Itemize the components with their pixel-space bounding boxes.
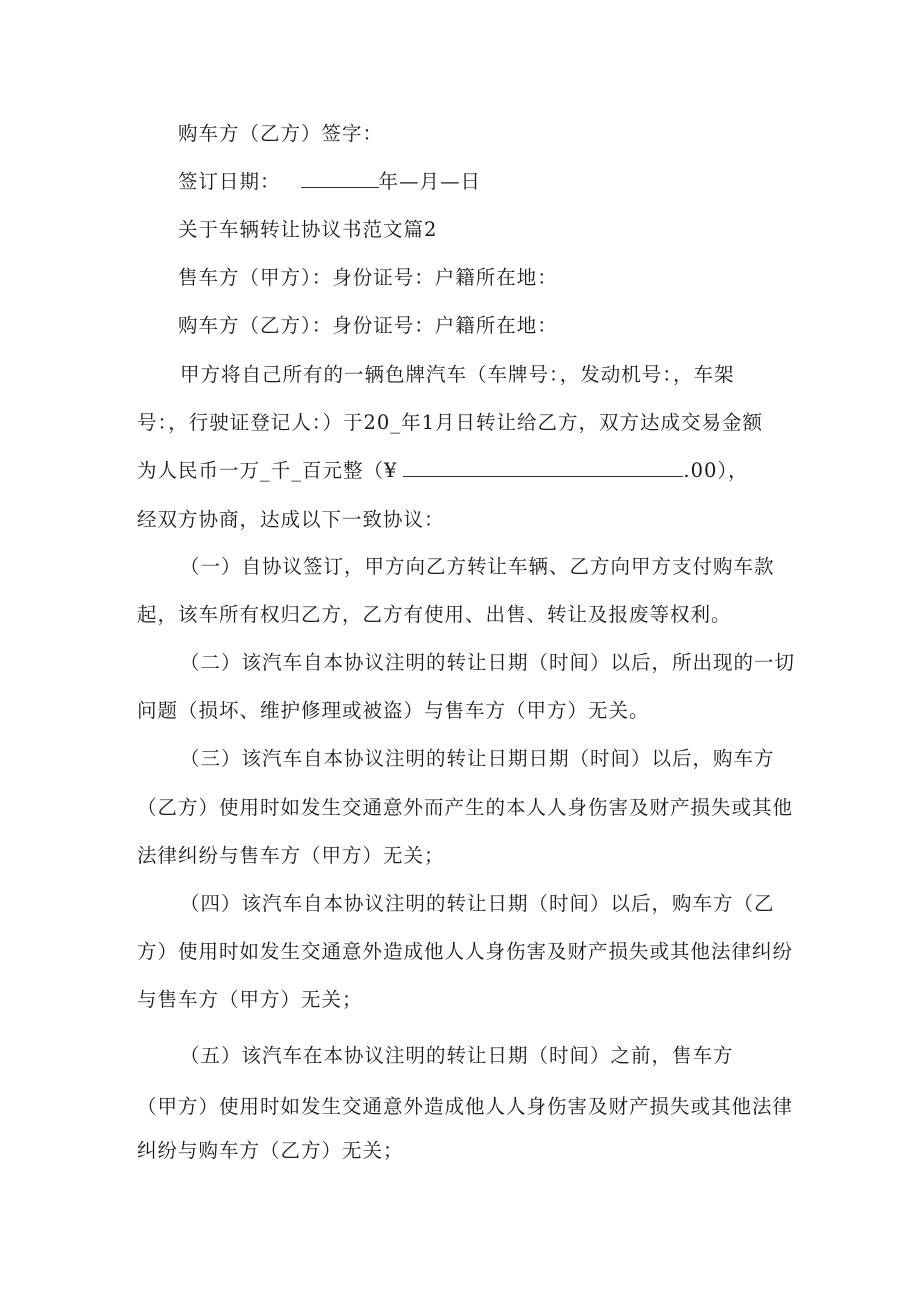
intro-amount-prefix: 为人民币一万_千_百元整（¥ <box>137 459 398 482</box>
clause-3-line-1: （三）该汽车自本协议注明的转让日期日期（时间）以后，购车方 <box>180 747 775 770</box>
sign-date-label: 签订日期： <box>178 170 281 193</box>
clause-2-line-2: 问题（损坏、维护修理或被盗）与售车方（甲方）无关。 <box>137 699 650 722</box>
buyer-signature-line: 购车方（乙方）签字： <box>178 122 384 145</box>
seller-info-line: 售车方（甲方）：身份证号：户籍所在地： <box>178 266 558 289</box>
clause-1-line-1: （一）自协议签订，甲方向乙方转让车辆、乙方向甲方支付购车款 <box>180 555 775 578</box>
intro-amount-suffix: .00）， <box>683 459 749 482</box>
clause-5-line-3: 纠纷与购车方（乙方）无关； <box>137 1139 404 1162</box>
clause-4-line-2: 方）使用时如发生交通意外造成他人人身伤害及财产损失或其他法律纠纷 <box>137 940 794 963</box>
buyer-info-line: 购车方（乙方）：身份证号：户籍所在地： <box>178 314 558 337</box>
sign-date-suffix: 年—月—日 <box>378 170 482 193</box>
intro-line-4: 经双方协商，达成以下一致协议： <box>137 508 445 531</box>
clause-4-line-1: （四）该汽车自本协议注明的转让日期（时间）以后，购车方（乙 <box>180 892 775 915</box>
clause-3-line-2: （乙方）使用时如发生交通意外而产生的本人人身伤害及财产损失或其他 <box>137 796 794 819</box>
clause-4-line-3: 与售车方（甲方）无关； <box>137 988 363 1011</box>
clause-5-line-2: （甲方）使用时如发生交通意外造成他人人身伤害及财产损失或其他法律 <box>137 1095 794 1118</box>
clause-1-line-2: 起，该车所有权归乙方，乙方有使用、出售、转让及报废等权利。 <box>137 603 732 626</box>
document-heading: 关于车辆转让协议书范文篇2 <box>178 218 438 241</box>
intro-line-3 <box>137 459 749 483</box>
intro-line-1: 甲方将自己所有的一辆色牌汽车（车牌号：，发动机号：，车架 <box>180 363 735 386</box>
clause-2-line-1: （二）该汽车自本协议注明的转让日期（时间）以后，所出现的一切 <box>180 651 796 674</box>
sign-date-line <box>178 170 481 194</box>
clause-5-line-1: （五）该汽车在本协议注明的转让日期（时间）之前，售车方 <box>180 1044 734 1067</box>
intro-line-2: 号：，行驶证登记人：）于20_年1月日转让给乙方，双方达成交易金额 <box>137 411 763 434</box>
clause-3-line-3: 法律纠纷与售车方（甲方）无关； <box>137 844 445 867</box>
amount-blank <box>403 459 683 477</box>
sign-date-blank <box>301 170 379 188</box>
